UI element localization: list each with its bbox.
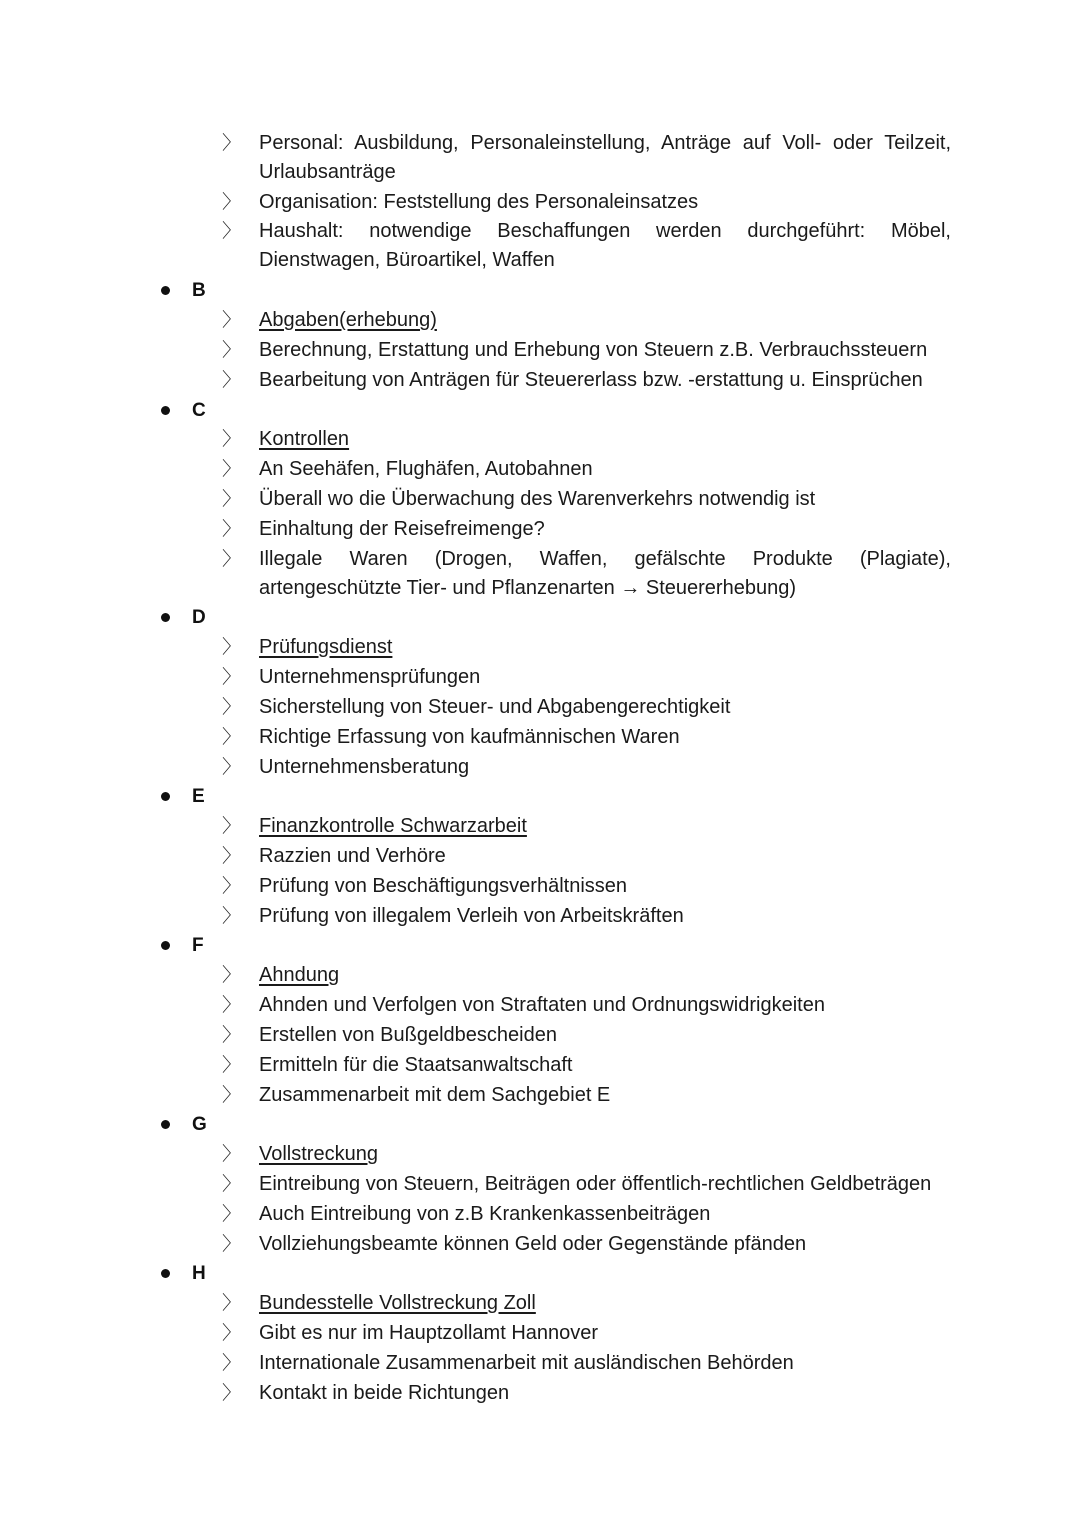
chevron-right-icon: 〉 [222, 757, 242, 778]
chevron-right-icon: 〉 [222, 846, 242, 867]
list-item [0, 217, 1080, 275]
bullet-dot-icon [161, 613, 170, 622]
bullet-dot-icon [161, 286, 170, 295]
list-item-text: Ahnden und Verfolgen von Straftaten und Ordnungswidrigkeiten [259, 994, 825, 1016]
chevron-right-icon: 〉 [222, 370, 242, 391]
bullet-dot-icon [161, 406, 170, 415]
section-marker-c [0, 396, 300, 425]
section-marker-e [0, 782, 300, 811]
section-marker-b [0, 276, 300, 305]
chevron-right-icon: 〉 [222, 1383, 242, 1404]
section-marker-h [0, 1259, 300, 1288]
list-item-text: Unternehmensberatung [259, 756, 470, 778]
section-letter: D [192, 607, 206, 628]
list-item-text: Organisation: Feststellung des Personaleinsatzes [259, 191, 699, 213]
list-item-text: Prüfung von illegalem Verleih von Arbeitskräften [259, 905, 684, 927]
chevron-right-icon: 〉 [222, 1293, 242, 1314]
chevron-right-icon: 〉 [222, 1234, 242, 1255]
chevron-right-icon: 〉 [222, 519, 242, 540]
chevron-right-icon: 〉 [222, 221, 242, 242]
section-heading-text: Ahndung [259, 964, 340, 986]
list-item-text: Erstellen von Bußgeldbescheiden [259, 1024, 557, 1046]
section-marker-d [0, 603, 300, 632]
chevron-right-icon: 〉 [222, 1055, 242, 1076]
chevron-right-icon: 〉 [222, 727, 242, 748]
list-item [0, 129, 1080, 187]
bullet-dot-icon [161, 1120, 170, 1129]
list-item-text: Unternehmensprüfungen [259, 666, 481, 688]
list-item-text: Eintreibung von Steuern, Beiträgen oder öffentlich-rechtlichen Geldbeträgen [259, 1173, 932, 1195]
list-item-text: Kontakt in beide Richtungen [259, 1382, 510, 1404]
chevron-right-icon: 〉 [222, 549, 242, 570]
list-item-text: Haushalt: notwendige Beschaffungen werden durchgeführt: Möbel, Dienstwagen, Büroartikel, Waffen [259, 220, 951, 271]
list-item-text: Überall wo die Überwachung des Warenverkehrs notwendig ist [259, 488, 816, 510]
chevron-right-icon: 〉 [222, 192, 242, 213]
list-item-text: Einhaltung der Reisefreimenge? [259, 518, 545, 540]
chevron-right-icon: 〉 [222, 995, 242, 1016]
list-item-text: Razzien und Verhöre [259, 845, 446, 867]
chevron-right-icon: 〉 [222, 1204, 242, 1225]
list-item-text: Sicherstellung von Steuer- und Abgabengerechtigkeit [259, 696, 731, 718]
chevron-right-icon: 〉 [222, 310, 242, 331]
list-item-text: An Seehäfen, Flughäfen, Autobahnen [259, 458, 593, 480]
chevron-right-icon: 〉 [222, 637, 242, 658]
chevron-right-icon: 〉 [222, 667, 242, 688]
chevron-right-icon: 〉 [222, 1085, 242, 1106]
chevron-right-icon: 〉 [222, 429, 242, 450]
list-item-text: Illegale Waren (Drogen, Waffen, gefälschte Produkte (Plagiate), artengeschützte Tier- und Pflanzenarten → Steuererhebung) [259, 548, 951, 599]
chevron-right-icon: 〉 [222, 1353, 242, 1374]
list-item-text: Prüfung von Beschäftigungsverhältnissen [259, 875, 628, 897]
section-letter: H [192, 1263, 206, 1284]
section-marker-f [0, 931, 300, 960]
bullet-dot-icon [161, 792, 170, 801]
list-item-text: Auch Eintreibung von z.B Krankenkassenbeiträgen [259, 1203, 711, 1225]
section-heading-text: Abgaben(erhebung) [259, 309, 437, 331]
chevron-right-icon: 〉 [222, 1323, 242, 1344]
list-item-text: Richtige Erfassung von kaufmännischen Waren [259, 726, 680, 748]
bullet-dot-icon [161, 1269, 170, 1278]
section-letter: B [192, 280, 206, 301]
chevron-right-icon: 〉 [222, 876, 242, 897]
chevron-right-icon: 〉 [222, 965, 242, 986]
chevron-right-icon: 〉 [222, 1174, 242, 1195]
list-item-text: Gibt es nur im Hauptzollamt Hannover [259, 1322, 599, 1344]
section-letter: C [192, 400, 206, 421]
section-letter: E [192, 786, 205, 807]
section-heading-text: Vollstreckung [259, 1143, 378, 1165]
list-item [0, 545, 1080, 603]
bullet-dot-icon [161, 941, 170, 950]
section-heading-text: Prüfungsdienst [259, 636, 393, 658]
chevron-right-icon: 〉 [222, 816, 242, 837]
chevron-right-icon: 〉 [222, 1025, 242, 1046]
chevron-right-icon: 〉 [222, 489, 242, 510]
list-item-text: Bearbeitung von Anträgen für Steuererlass bzw. -erstattung u. Einsprüchen [259, 369, 923, 391]
chevron-right-icon: 〉 [222, 1144, 242, 1165]
chevron-right-icon: 〉 [222, 340, 242, 361]
list-item-text: Vollziehungsbeamte können Geld oder Gegenstände pfänden [259, 1233, 807, 1255]
section-heading-text: Kontrollen [259, 428, 350, 450]
chevron-right-icon: 〉 [222, 133, 242, 154]
section-letter: G [192, 1114, 207, 1135]
list-item-text: Zusammenarbeit mit dem Sachgebiet E [259, 1084, 611, 1106]
section-marker-g [0, 1110, 300, 1139]
chevron-right-icon: 〉 [222, 697, 242, 718]
list-item-text: Berechnung, Erstattung und Erhebung von Steuern z.B. Verbrauchssteuern [259, 339, 928, 361]
section-heading-text: Finanzkontrolle Schwarzarbeit [259, 815, 527, 837]
section-letter: F [192, 935, 204, 956]
list-item-text: Personal: Ausbildung, Personaleinstellung, Anträge auf Voll- oder Teilzeit, Urlaubsanträge [259, 132, 951, 183]
chevron-right-icon: 〉 [222, 906, 242, 927]
chevron-right-icon: 〉 [222, 459, 242, 480]
list-item-text: Ermitteln für die Staatsanwaltschaft [259, 1054, 573, 1076]
list-item-text: Internationale Zusammenarbeit mit ausländischen Behörden [259, 1352, 794, 1374]
section-heading-text: Bundesstelle Vollstreckung Zoll [259, 1292, 536, 1314]
